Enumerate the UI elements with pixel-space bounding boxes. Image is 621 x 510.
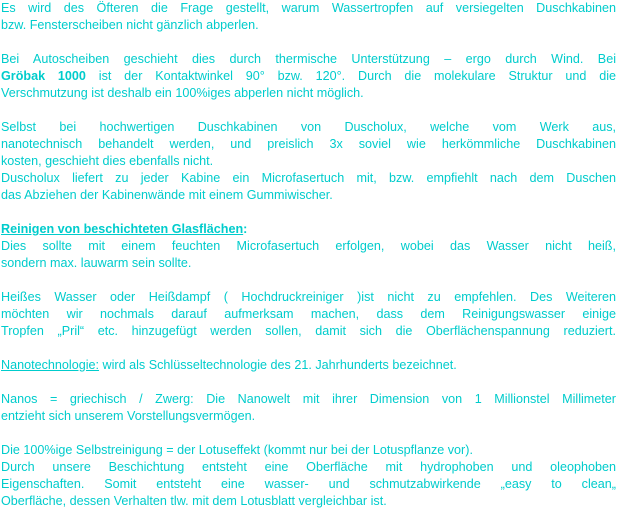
paragraph-8-line-4: Oberfläche, dessen Verhalten tlw. mit dem Lotusblatt vergleichbar ist. [1,494,387,508]
paragraph-4-line-2: sondern max. lauwarm sein sollte. [1,256,192,270]
paragraph-3-line-4: Duscholux liefert zu jeder Kabine ein Microfasertuch mit, bzw. empfiehlt nach dem Duschen [1,171,616,185]
paragraph-5-line-2: möchten wir nochmals darauf aufmerksam machen, dass dem Reinigungswasser einige [1,307,616,321]
section-heading [1,221,247,238]
paragraph-2-line-3: Verschmutzung ist deshalb ein 100%iges abperlen nicht möglich. [1,86,364,100]
paragraph-6-line-1 [1,357,457,374]
paragraph-8-line-1: Die 100%ige Selbstreinigung = der Lotuseffekt (kommt nur bei der Lotuspflanze vor). [1,443,473,457]
paragraph-1-line-1: Es wird des Öfteren die Frage gestellt, warum Wassertropfen auf versiegelten Duschkabinen [1,1,616,15]
section-heading-text: Reinigen von beschichteten Glasflächen [1,222,244,236]
paragraph-1-line-2: bzw. Fensterscheiben nicht gänzlich abperlen. [1,18,259,32]
paragraph-8-line-3: Eigenschaften. Somit entsteht eine wasser- und schmutzabwirkende „easy to clean„ [1,477,616,491]
paragraph-5-line-1: Heißes Wasser oder Heißdampf ( Hochdruckreiniger )ist nicht zu empfehlen. Des Weiteren [1,290,616,304]
nanotechnology-definition: wird als Schlüsseltechnologie des 21. Jahrhunderts bezeichnet. [99,358,457,372]
section-heading-colon: : [243,222,248,236]
paragraph-3-line-3: kosten, geschieht dies ebenfalls nicht. [1,154,214,168]
paragraph-3-line-1: Selbst bei hochwertigen Duschkabinen von Duscholux, welche vom Werk aus, [1,120,616,134]
paragraph-2-line-2-text: ist der Kontaktwinkel 90° bzw. 120°. Durch die molekulare Struktur und die [98,69,617,83]
paragraph-7-line-2: entzieht sich unserem Vorstellungsvermögen. [1,409,256,423]
paragraph-5-line-3: Tropfen „Pril“ etc. hinzugefügt werden sollen, damit sich die Oberflächenspannung reduziert. [1,324,616,338]
paragraph-4-line-1: Dies sollte mit einem feuchten Microfasertuch erfolgen, wobei das Wasser nicht heiß, [1,239,616,253]
paragraph-8-line-2: Durch unsere Beschichtung entsteht eine Oberfläche mit hydrophoben und oleophoben [1,460,616,474]
paragraph-2-line-1: Bei Autoscheiben geschieht dies durch thermische Unterstützung – ergo durch Wind. Bei [1,52,616,66]
nanotechnology-term: Nanotechnologie: [1,358,100,372]
paragraph-2-line-2 [1,68,616,85]
product-name: Gröbak 1000 [1,69,86,83]
paragraph-7-line-1: Nanos = griechisch / Zwerg: Die Nanowelt mit ihrer Dimension von 1 Millionstel Millimeter [1,392,616,406]
paragraph-3-line-5: das Abziehen der Kabinenwände mit einem Gummiwischer. [1,188,333,202]
paragraph-3-line-2: nanotechnisch behandelt werden, und preislich 3x soviel wie herkömmliche Duschkabinen [1,137,616,151]
